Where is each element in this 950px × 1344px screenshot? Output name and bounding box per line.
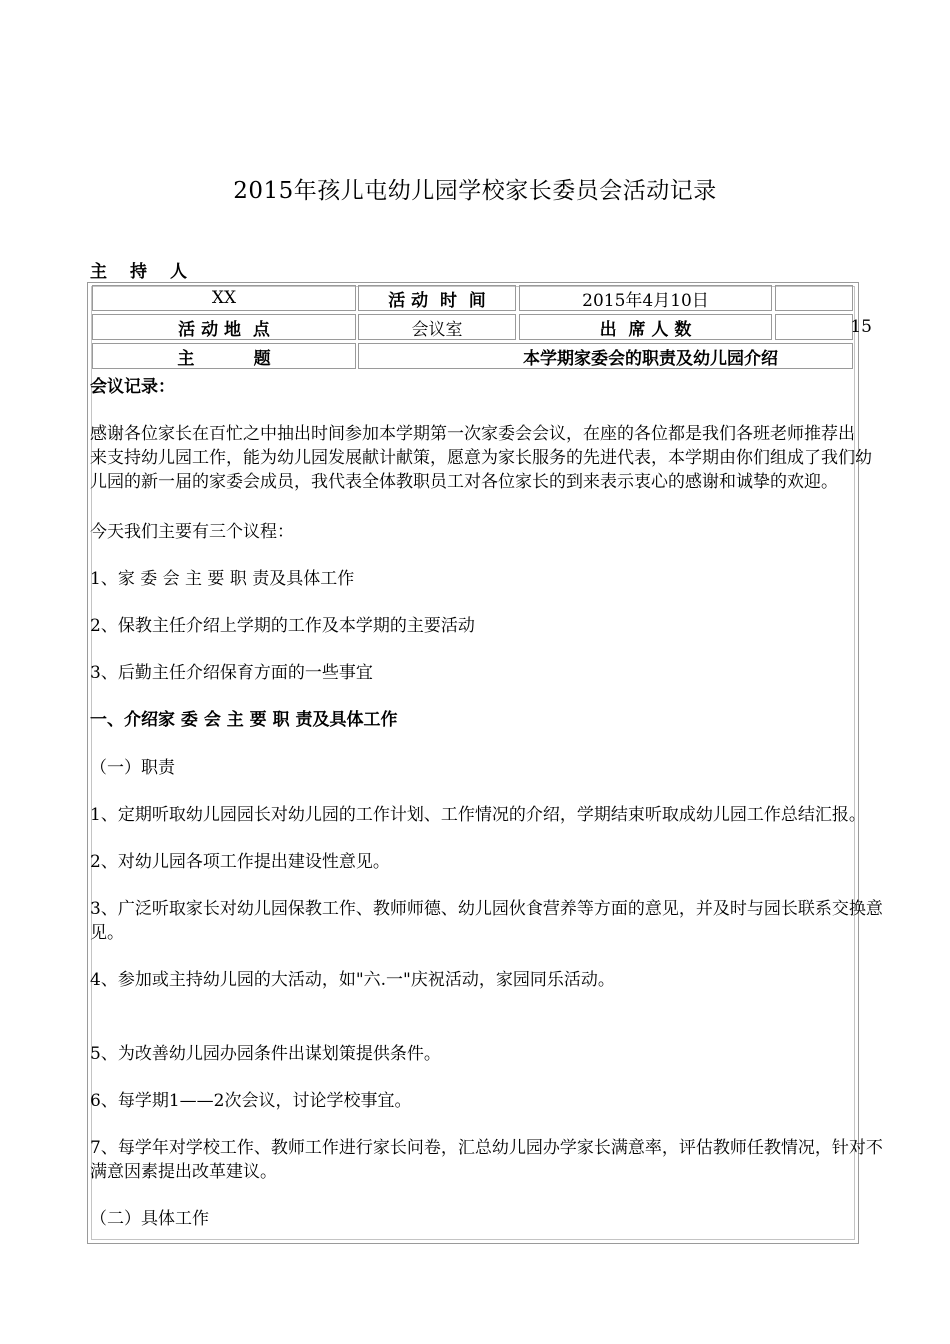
host-value: XX	[211, 288, 237, 308]
topic-label-cell	[92, 343, 356, 369]
empty-cell	[775, 285, 853, 311]
duty-item-continued: 满意因素提出改革建议。	[90, 1162, 277, 1182]
agenda-intro: 今天我们主要有三个议程：	[90, 522, 294, 542]
place-value: 会议室	[411, 319, 463, 340]
record-heading: 会议记录：	[90, 377, 175, 397]
duty-item: 4、参加或主持幼儿园的大活动，如"六.一"庆祝活动，家园同乐活动。	[90, 970, 615, 990]
intro-line: 感谢各位家长在百忙之中抽出时间参加本学期第一次家委会会议，在座的各位都是我们各班老师推荐出	[90, 424, 855, 444]
document-title: 2015年孩儿屯幼儿园学校家长委员会活动记录	[233, 178, 717, 204]
place-label: 活 动 地 点	[178, 319, 270, 340]
duty-item: 2、对幼儿园各项工作提出建设性意见。	[90, 852, 390, 872]
host-label-char: 人	[170, 262, 189, 282]
agenda-item: 1、家 委 会 主 要 职 责及具体工作	[90, 569, 355, 589]
time-value-cell	[519, 285, 772, 311]
subsection-specific-work: （二）具体工作	[90, 1209, 209, 1229]
host-label-char: 持	[130, 262, 149, 282]
place-label-cell	[92, 314, 356, 340]
intro-line: 儿园的新一届的家委会成员，我代表全体教职员工对各位家长的到来表示衷心的感谢和诚挚的欢迎。	[90, 472, 838, 492]
attendance-value-cell	[775, 314, 872, 340]
duty-item: 5、为改善幼儿园办园条件出谋划策提供条件。	[90, 1044, 441, 1064]
agenda-item: 2、保教主任介绍上学期的工作及本学期的主要活动	[90, 616, 475, 636]
host-value-cell	[92, 285, 356, 311]
duty-item: 3、广泛听取家长对幼儿园保教工作、教师师德、幼儿园伙食营养等方面的意见，并及时与园长联系交换意	[90, 899, 883, 919]
topic-value: 本学期家委会的职责及幼儿园介绍	[523, 348, 778, 369]
subsection-duties: （一）职责	[90, 758, 175, 778]
duty-item: 7、每学年对学校工作、教师工作进行家长问卷，汇总幼儿园办学家长满意率，评估教师任教情况，针对不	[90, 1138, 883, 1158]
host-label-char: 主	[90, 262, 109, 282]
section1-heading: 一、介绍家 委 会 主 要 职 责及具体工作	[90, 710, 398, 730]
intro-line: 来支持幼儿园工作，能为幼儿园发展献计献策，愿意为家长服务的先进代表，本学期由你们组成了我们幼	[90, 448, 872, 468]
attendance-label: 出 席 人 数	[599, 319, 692, 340]
time-label: 活 动 时 间	[388, 290, 486, 311]
attendance-label-cell	[519, 314, 772, 340]
host-label	[90, 257, 210, 282]
duty-item: 6、每学期1——2次会议，讨论学校事宜。	[90, 1091, 412, 1111]
topic-value-cell	[358, 343, 853, 369]
topic-label: 主 题	[177, 348, 271, 369]
place-value-cell	[358, 314, 516, 340]
agenda-item: 3、后勤主任介绍保育方面的一些事宜	[90, 663, 373, 683]
attendance-value: 15	[850, 317, 872, 337]
time-label-cell	[358, 285, 516, 311]
duty-item: 1、定期听取幼儿园园长对幼儿园的工作计划、工作情况的介绍，学期结束听取成幼儿园工作总结汇报。	[90, 805, 866, 825]
duty-item-continued: 见。	[90, 923, 124, 943]
time-value: 2015年4月10日	[582, 290, 709, 311]
